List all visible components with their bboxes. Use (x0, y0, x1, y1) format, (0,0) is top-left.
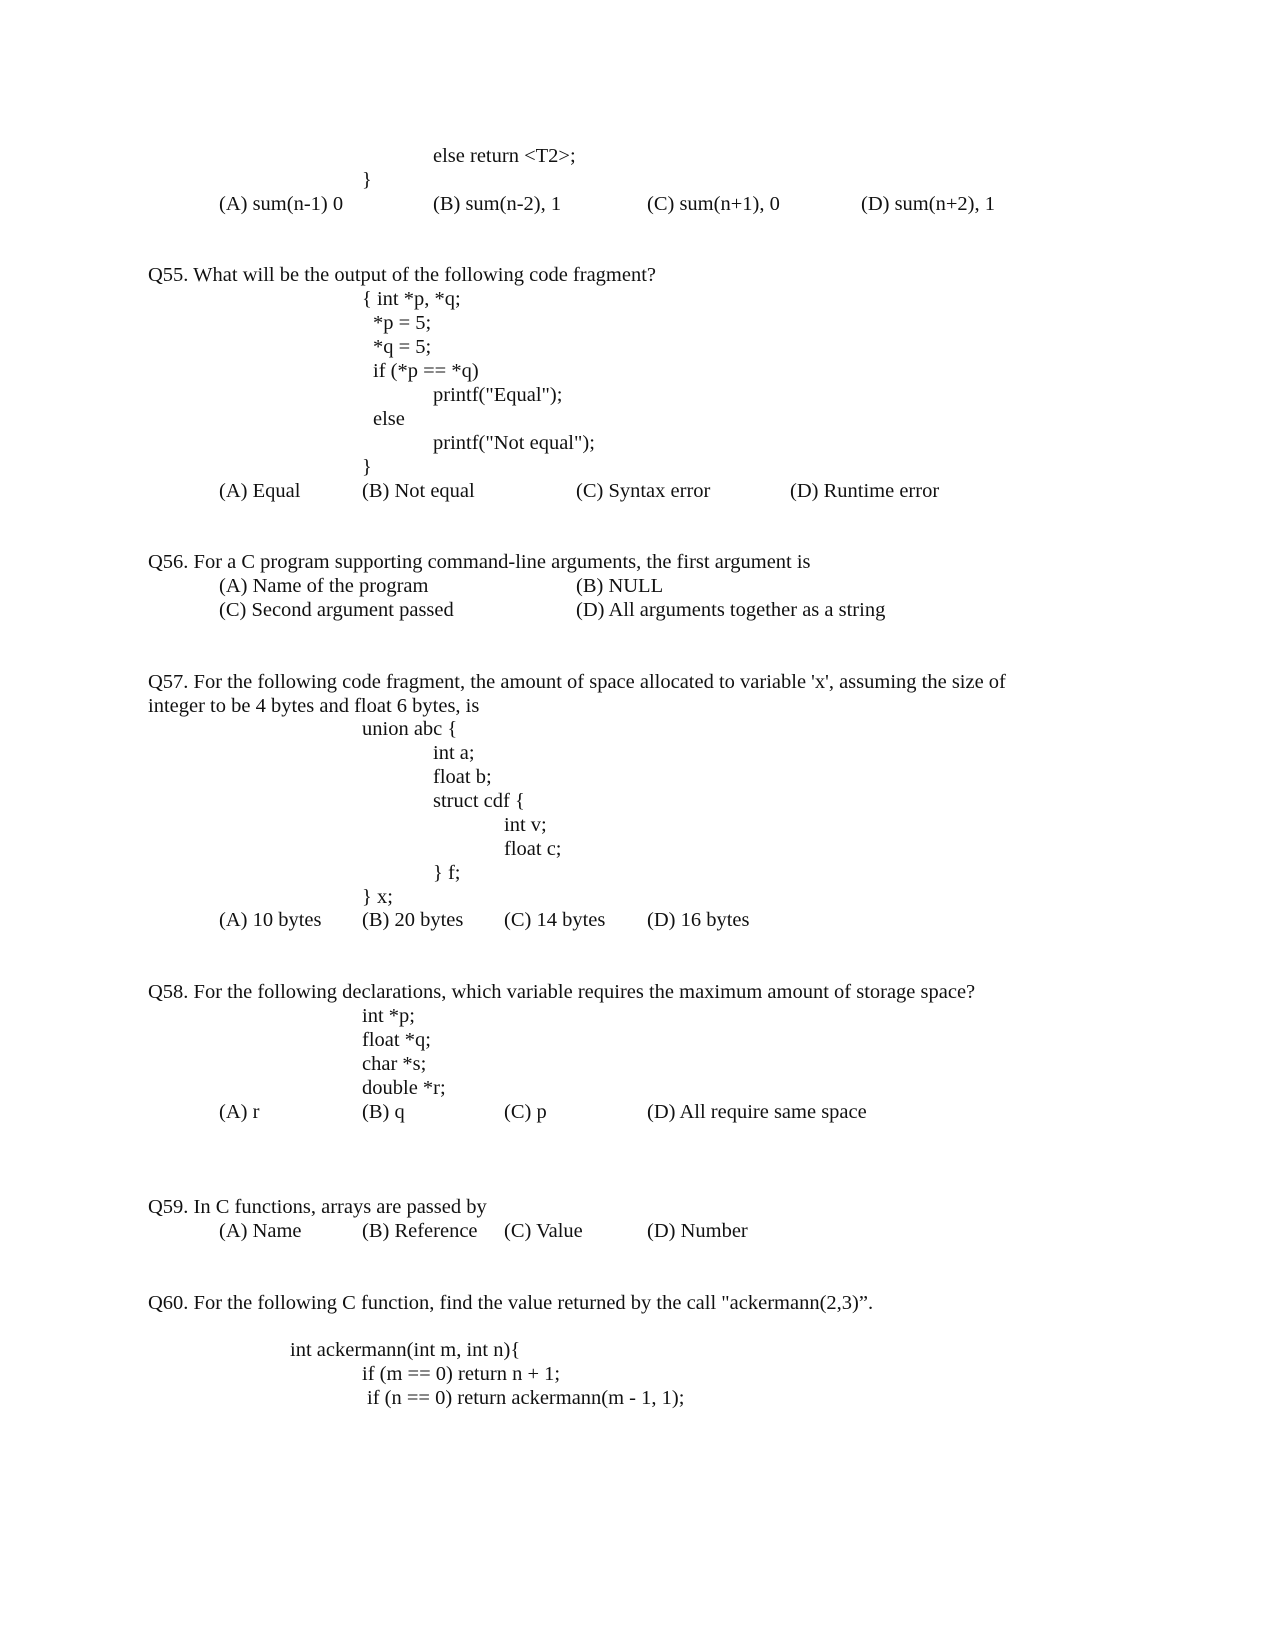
code-line: { int *p, *q; (362, 288, 461, 310)
code-line: float c; (504, 838, 562, 860)
option-c: (C) Second argument passed (219, 599, 454, 621)
option-d: (D) All arguments together as a string (576, 599, 886, 621)
code-line: if (m == 0) return n + 1; (362, 1363, 561, 1385)
option-c: (C) Value (504, 1220, 583, 1242)
option-a: (A) 10 bytes (219, 909, 322, 931)
code-line: double *r; (362, 1077, 446, 1099)
code-line: } x; (362, 886, 393, 908)
code-line: int a; (433, 742, 475, 764)
code-line: float *q; (362, 1029, 431, 1051)
code-line: printf("Not equal"); (433, 432, 595, 454)
code-line: } (362, 456, 372, 478)
option-b: (B) Reference (362, 1220, 478, 1242)
option-a: (A) Name (219, 1220, 302, 1242)
option-d: (D) sum(n+2), 1 (861, 193, 995, 215)
option-b: (B) sum(n-2), 1 (433, 193, 562, 215)
option-c: (C) sum(n+1), 0 (647, 193, 780, 215)
code-line: else return <T2>; (433, 145, 576, 167)
option-b: (B) q (362, 1101, 405, 1123)
code-line: } (362, 169, 372, 191)
option-a: (A) Equal (219, 480, 301, 502)
code-line: int *p; (362, 1005, 415, 1027)
question-q60: Q60. For the following C function, find the value returned by the call "ackermann(2,3)”. (148, 1292, 874, 1314)
code-line: int ackermann(int m, int n){ (290, 1339, 521, 1361)
option-d: (D) 16 bytes (647, 909, 750, 931)
code-line: printf("Equal"); (433, 384, 563, 406)
question-q57-cont: integer to be 4 bytes and float 6 bytes, is (148, 695, 480, 717)
code-line: *p = 5; (373, 312, 432, 334)
question-q59: Q59. In C functions, arrays are passed by (148, 1196, 487, 1218)
code-line: } f; (433, 862, 461, 884)
code-line: char *s; (362, 1053, 427, 1075)
option-c: (C) 14 bytes (504, 909, 606, 931)
option-c: (C) p (504, 1101, 547, 1123)
option-b: (B) 20 bytes (362, 909, 464, 931)
question-q58: Q58. For the following declarations, which variable requires the maximum amount of storage space? (148, 981, 976, 1003)
option-a: (A) Name of the program (219, 575, 429, 597)
code-line: union abc { (362, 718, 458, 740)
option-d: (D) All require same space (647, 1101, 867, 1123)
option-d: (D) Number (647, 1220, 748, 1242)
code-line: int v; (504, 814, 547, 836)
option-c: (C) Syntax error (576, 480, 711, 502)
code-line: float b; (433, 766, 492, 788)
code-line: if (*p == *q) (373, 360, 479, 382)
option-b: (B) Not equal (362, 480, 475, 502)
code-line: struct cdf { (433, 790, 525, 812)
code-line: if (n == 0) return ackermann(m - 1, 1); (367, 1387, 685, 1409)
code-line: *q = 5; (373, 336, 432, 358)
question-q55: Q55. What will be the output of the following code fragment? (148, 264, 657, 286)
option-b: (B) NULL (576, 575, 664, 597)
option-a: (A) sum(n-1) 0 (219, 193, 344, 215)
question-q57: Q57. For the following code fragment, the amount of space allocated to variable 'x', assuming the size of (148, 671, 1006, 693)
option-a: (A) r (219, 1101, 260, 1123)
code-line: else (373, 408, 405, 430)
question-q56: Q56. For a C program supporting command-line arguments, the first argument is (148, 551, 811, 573)
option-d: (D) Runtime error (790, 480, 940, 502)
